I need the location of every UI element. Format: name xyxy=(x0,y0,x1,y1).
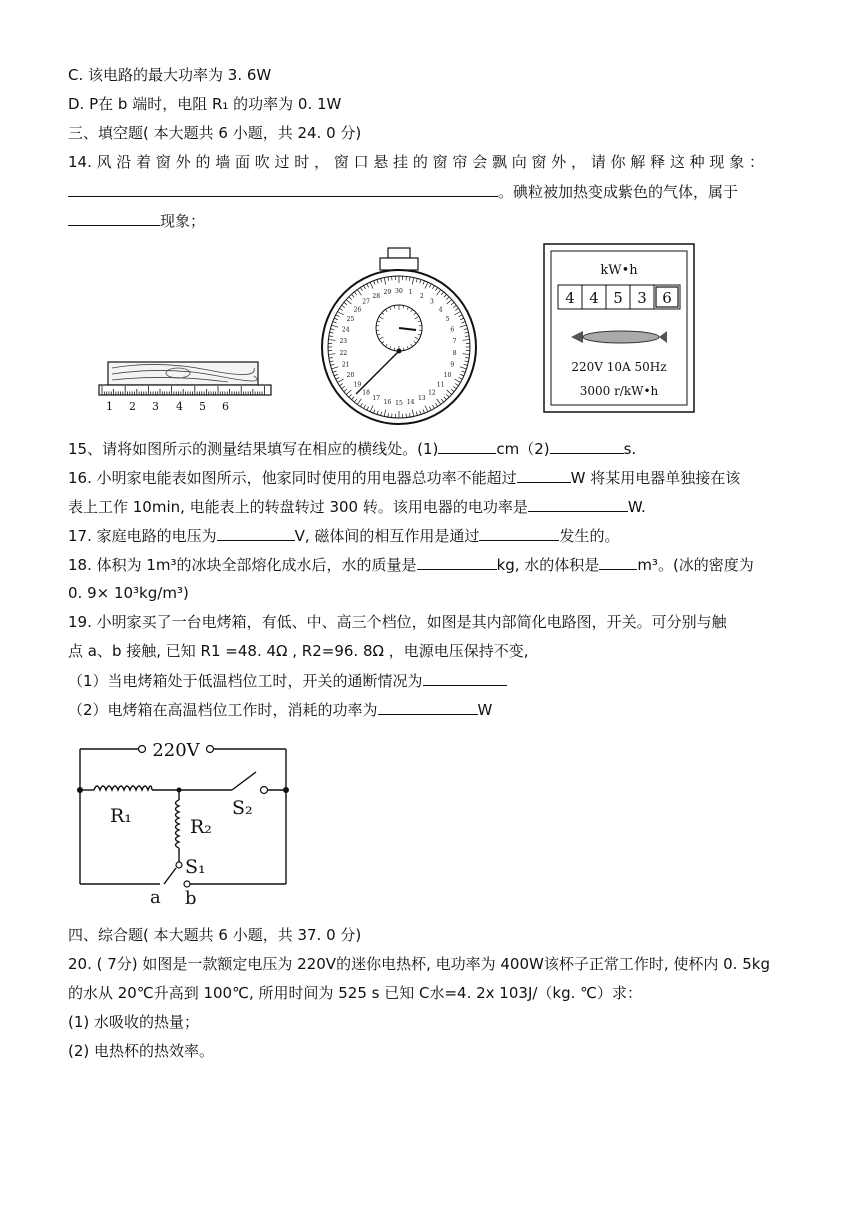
terminal-right xyxy=(207,746,214,753)
stopwatch-number: 8 xyxy=(452,349,457,357)
switch-s2 xyxy=(232,772,256,790)
section-4-heading: 四、综合题( 本大题共 6 小题，共 37. 0 分) xyxy=(68,926,362,944)
meter-spec-1: 220V 10A 50Hz xyxy=(571,360,667,374)
stopwatch-number: 10 xyxy=(443,372,452,379)
stopwatch-number: 25 xyxy=(346,316,355,323)
stopwatch-number: 9 xyxy=(450,361,455,369)
stopwatch-number: 27 xyxy=(362,298,370,306)
q19-line3 xyxy=(68,669,507,692)
stopwatch-number: 5 xyxy=(445,316,450,323)
q15-line xyxy=(68,437,636,460)
q14-text-c: 现象； xyxy=(160,212,206,230)
q16-text-d: W. xyxy=(627,498,646,516)
q15-text-b: cm（2) xyxy=(496,440,550,458)
stopwatch-number: 13 xyxy=(417,395,426,403)
q17-text-a: 17. 家庭电路的电压为 xyxy=(68,527,217,545)
q19-blank-2[interactable] xyxy=(378,698,478,715)
q15-blank-1[interactable] xyxy=(438,437,496,454)
meter-digit: 4 xyxy=(565,289,575,307)
q18-text-c: m³。(冰的密度为 xyxy=(637,556,754,574)
q18-text-b: kg, 水的体积是 xyxy=(496,556,600,574)
q16-line2 xyxy=(68,495,646,518)
resistor-r2 xyxy=(176,800,180,848)
r2-label: R₂ xyxy=(190,816,212,838)
q17-blank-2[interactable] xyxy=(479,524,559,541)
voltage-label: 220V xyxy=(152,740,200,761)
stopwatch-number: 19 xyxy=(353,381,362,389)
meter-unit: kW•h xyxy=(600,263,638,278)
option-d: D. P在 b 端时，电阻 R₁ 的功率为 0. 1W xyxy=(68,95,342,113)
meter-digit: 3 xyxy=(637,289,647,307)
q17-text-b: V, 磁体间的相互作用是通过 xyxy=(294,527,480,545)
stopwatch-number: 28 xyxy=(372,292,381,300)
q18-blank-2[interactable] xyxy=(599,553,637,570)
meter-spec-2: 3000 r/kW•h xyxy=(579,384,659,398)
contact-b-label: b xyxy=(185,888,197,909)
q19-text-d: （2）电烤箱在高温档位工作时，消耗的功率为 xyxy=(68,701,378,719)
q16-text-c: 表上工作 10min, 电能表上的转盘转过 300 转。该用电器的电功率是 xyxy=(68,498,528,516)
stopwatch-button xyxy=(388,248,410,258)
q19-blank-1[interactable] xyxy=(423,669,507,686)
q20-line2: 的水从 20℃升高到 100℃, 所用时间为 525 s 已知 C水=4. 2x 103J/（kg. ℃）求： xyxy=(68,984,643,1002)
resistor-r1 xyxy=(94,786,152,790)
q14-blank-1[interactable] xyxy=(68,180,498,197)
option-c: C. 该电路的最大功率为 3. 6W xyxy=(68,66,272,84)
q16-line1 xyxy=(68,466,740,489)
stopwatch-number: 14 xyxy=(406,398,415,406)
stopwatch-number: 26 xyxy=(353,306,362,314)
stopwatch-number: 15 xyxy=(395,400,403,407)
stopwatch-figure xyxy=(318,246,480,426)
q20-line3: (1) 水吸收的热量； xyxy=(68,1013,200,1031)
q14-line1: 14. 风 沿 着 窗 外 的 墙 面 吹 过 时 ， 窗 口 悬 挂 的 窗 帘 会 飘 向 窗 外 ， 请 你 解 释 这 种 现 象 ： xyxy=(68,153,764,171)
stopwatch-number: 23 xyxy=(339,338,348,346)
energy-meter-figure xyxy=(543,243,695,413)
q19-text-c: （1）当电烤箱处于低温档位工时，开关的通断情况为 xyxy=(68,672,423,690)
section-3-heading: 三、填空题( 本大题共 6 小题，共 24. 0 分) xyxy=(68,124,362,142)
stopwatch-number: 18 xyxy=(362,389,370,397)
stopwatch-number: 17 xyxy=(372,395,381,403)
q20-line4: (2) 电热杯的热效率。 xyxy=(68,1042,215,1060)
q17-text-c: 发生的。 xyxy=(559,527,620,545)
contact-a-label: a xyxy=(150,887,161,908)
stopwatch-number: 3 xyxy=(430,298,434,306)
q14-line2 xyxy=(68,180,738,203)
q18-line1 xyxy=(68,553,754,576)
q15-blank-2[interactable] xyxy=(550,437,624,454)
q16-text-b: W 将某用电器单独接在该 xyxy=(570,469,741,487)
stopwatch-crown xyxy=(380,258,418,270)
ruler-tick-label: 6 xyxy=(222,400,229,413)
q16-blank-2[interactable] xyxy=(528,495,628,512)
q14-blank-2[interactable] xyxy=(68,209,160,226)
ruler-tick-label: 5 xyxy=(199,400,206,413)
q15-text-a: 15、请将如图所示的测量结果填写在相应的横线处。(1) xyxy=(68,440,439,458)
q14-text-b: 。碘粒被加热变成紫色的气体，属于 xyxy=(498,183,739,201)
q19-line4 xyxy=(68,698,492,721)
q14-line3 xyxy=(68,209,205,232)
stopwatch-number: 20 xyxy=(346,372,355,379)
q20-line1: 20. ( 7分) 如图是一款额定电压为 220V的迷你电热杯, 电功率为 400W该杯子正常工作时, 使杯内 0. 5kg xyxy=(68,955,770,973)
meter-digit: 4 xyxy=(589,289,599,307)
ruler-tick-label: 2 xyxy=(129,400,136,413)
q17-blank-1[interactable] xyxy=(217,524,295,541)
ruler-figure xyxy=(98,356,273,418)
ruler-tick-label: 4 xyxy=(176,400,183,413)
q18-text-a: 18. 体积为 1m³的冰块全部熔化成水后，水的质量是 xyxy=(68,556,417,574)
stopwatch-number: 12 xyxy=(428,389,436,397)
r1-label: R₁ xyxy=(110,805,132,827)
terminal-left xyxy=(139,746,146,753)
q16-text-a: 16. 小明家电能表如图所示，他家同时使用的用电器总功率不能超过 xyxy=(68,469,517,487)
ruler-tick-label: 3 xyxy=(152,400,159,413)
q19-line1: 19. 小明家买了一台电烤箱，有低、中、高三个档位，如图是其内部简化电路图，开关。可分别与触 xyxy=(68,613,727,631)
meter-digit: 6 xyxy=(662,289,672,307)
stopwatch-number: 6 xyxy=(450,326,455,334)
q17-line xyxy=(68,524,619,547)
stopwatch-number: 21 xyxy=(341,361,350,369)
q15-text-c: s. xyxy=(623,440,637,458)
stopwatch-number: 22 xyxy=(339,349,348,357)
s1-label: S₁ xyxy=(185,856,206,878)
stopwatch-number: 11 xyxy=(436,381,445,389)
stopwatch-number: 30 xyxy=(395,288,403,295)
ruler-tick-label: 1 xyxy=(106,400,113,413)
q16-blank-1[interactable] xyxy=(517,466,571,483)
stopwatch-number: 7 xyxy=(452,338,457,346)
stopwatch-number: 29 xyxy=(383,289,392,297)
q19-text-e: W xyxy=(477,701,493,719)
stopwatch-number: 2 xyxy=(419,292,424,300)
q19-line2: 点 a、b 接触, 已知 R1 =48. 4Ω , R2=96. 8Ω ，电源电压保持不变, xyxy=(68,642,529,660)
s2-label: S₂ xyxy=(232,797,253,819)
stopwatch-number: 16 xyxy=(383,398,392,406)
q18-blank-1[interactable] xyxy=(417,553,497,570)
stopwatch-number: 1 xyxy=(408,289,413,297)
q18-line2: 0. 9× 10³kg/m³) xyxy=(68,584,189,602)
meter-digit: 5 xyxy=(613,289,623,307)
circuit-diagram xyxy=(72,734,297,910)
switch-s1 xyxy=(164,868,176,884)
stopwatch-number: 24 xyxy=(341,326,350,334)
stopwatch-number: 4 xyxy=(438,306,443,314)
